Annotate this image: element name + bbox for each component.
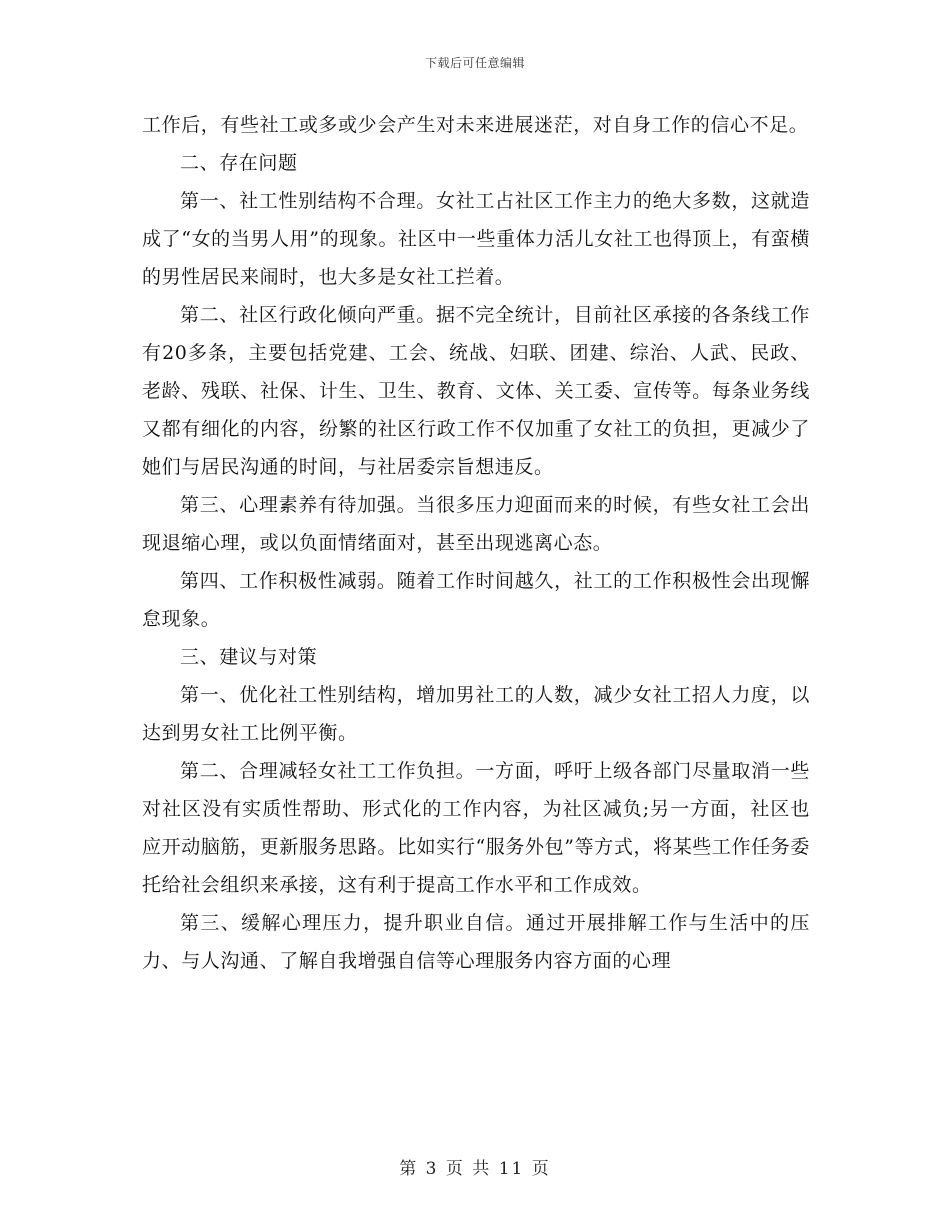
paragraph: 第三、心理素养有待加强。当很多压力迎面而来的时候，有些女社工会出现退缩心理，或以负面情绪面对，甚至出现逃离心态。 (142, 494, 810, 554)
paragraph: 工作后，有些社工或多或少会产生对未来进展迷茫，对自身工作的信心不足。 (142, 114, 809, 136)
paragraph: 第二、社区行政化倾向严重。据不完全统计，目前社区承接的各条线工作有20多条，主要包括党建、工会、统战、妇联、团建、综治、人武、民政、老龄、残联、社保、计生、卫生、教育、文体、关工委、宣传等。每条业务线又都有细化的内容，纷繁的社区行政工作不仅加重了女社工的负担，更减少了她们与居民沟通的时间，与社居委宗旨想违反。 (142, 304, 810, 478)
paragraph: 第四、工作积极性减弱。随着工作时间越久，社工的工作积极性会出现懈怠现象。 (142, 570, 810, 630)
section-heading: 三、建议与对策 (180, 646, 318, 668)
paragraph: 第一、优化社工性别结构，增加男社工的人数，减少女社工招人力度，以达到男女社工比例平衡。 (142, 684, 810, 744)
paragraph: 第三、缓解心理压力，提升职业自信。通过开展排解工作与生活中的压力、与人沟通、了解自我增强自信等心理服务内容方面的心理 (142, 912, 810, 972)
page-header: 下载后可任意编辑 (424, 56, 525, 70)
page-footer: 第 3 页 共 11 页 (399, 1159, 551, 1179)
document-body (142, 106, 810, 980)
paragraph: 第一、社工性别结构不合理。女社工占社区工作主力的绝大多数，这就造成了“女的当男人用”的现象。社区中一些重体力活儿女社工也得顶上，有蛮横的男性居民来闹时，也大多是女社工拦着。 (142, 190, 810, 288)
paragraph: 第二、合理减轻女社工工作负担。一方面，呼吁上级各部门尽量取消一些对社区没有实质性帮助、形式化的工作内容，为社区减负;另一方面，社区也应开动脑筋，更新服务思路。比如实行“服务外包”等方式，将某些工作任务委托给社会组织来承接，这有利于提高工作水平和工作成效。 (142, 760, 810, 896)
section-heading: 二、存在问题 (180, 152, 298, 174)
